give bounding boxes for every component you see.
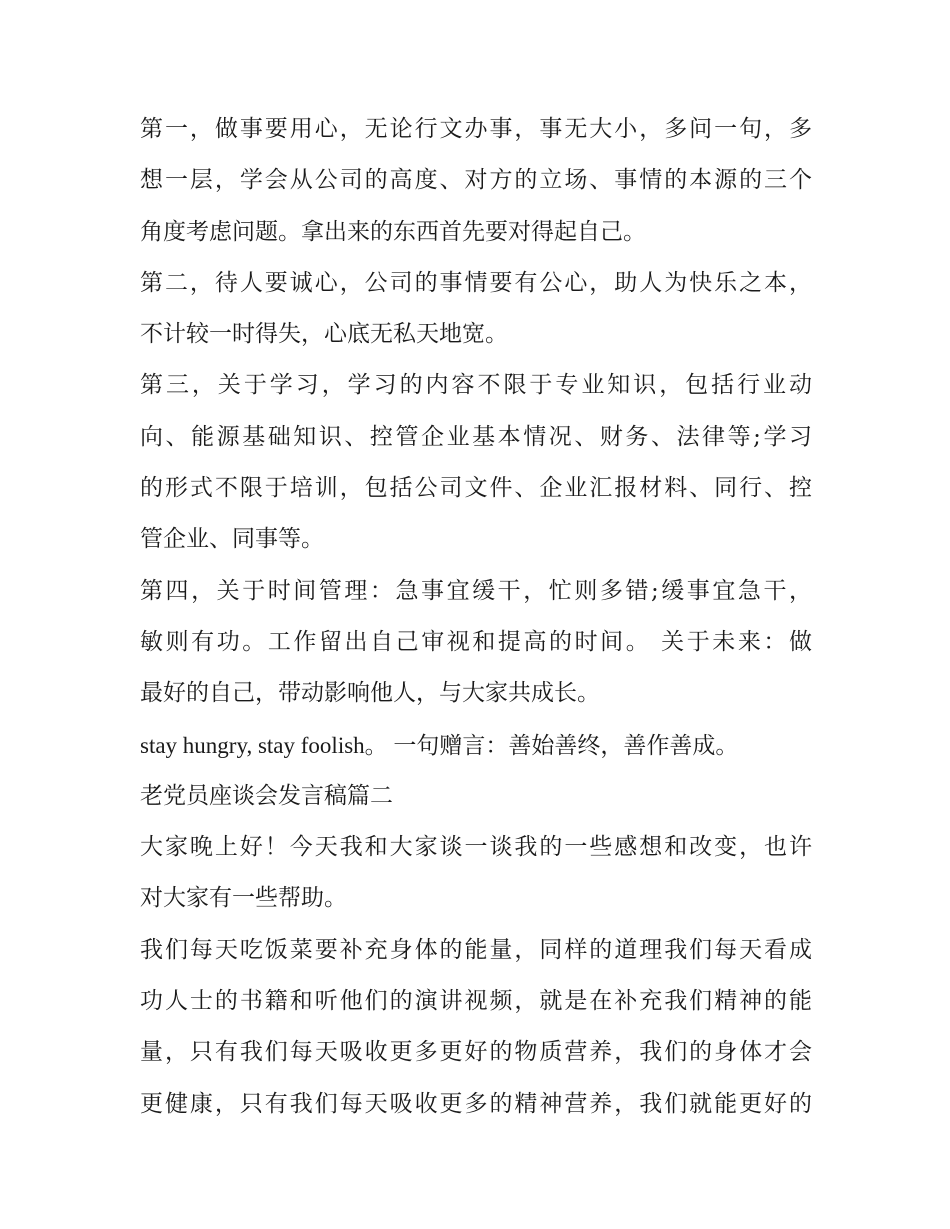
document-body bbox=[140, 104, 812, 1130]
text-line: 大家晚上好！今天我和大家谈一谈我的一些感想和改变，也许 bbox=[140, 834, 812, 861]
text-line: 我们每天吃饭菜要补充身体的能量，同样的道理我们每天看成 bbox=[140, 936, 812, 963]
text-line: 最好的自己，带动影响他人，与大家共成长。 bbox=[140, 680, 600, 707]
text-line: 想一层，学会从公司的高度、对方的立场、事情的本源的三个 bbox=[140, 167, 812, 194]
text-line: 更健康，只有我们每天吸收更多的精神营养，我们就能更好的 bbox=[140, 1090, 812, 1117]
text-line: 不计较一时得失，心底无私天地宽。 bbox=[140, 321, 508, 348]
text-line: 向、能源基础知识、控管企业基本情况、财务、法律等;学习 bbox=[140, 423, 812, 450]
text-line: 第四，关于时间管理：急事宜缓干，忙则多错;缓事宜急干， bbox=[140, 577, 812, 604]
text-line: 功人士的书籍和听他们的演讲视频，就是在补充我们精神的能 bbox=[140, 988, 812, 1015]
text-line: stay hungry, stay foolish。 一句赠言：善始善终，善作善成。 bbox=[140, 732, 739, 758]
text-line: 第三，关于学习，学习的内容不限于专业知识，包括行业动 bbox=[140, 372, 812, 399]
text-line: 管企业、同事等。 bbox=[140, 526, 324, 553]
text-line: 对大家有一些帮助。 bbox=[140, 885, 347, 912]
text-line: 角度考虑问题。拿出来的东西首先要对得起自己。 bbox=[140, 218, 646, 245]
text-line: 的形式不限于培训，包括公司文件、企业汇报材料、同行、控 bbox=[140, 475, 812, 502]
section-heading: 老党员座谈会发言稿篇二 bbox=[140, 782, 393, 809]
text-line: 敏则有功。工作留出自己审视和提高的时间。 关于未来：做 bbox=[140, 628, 812, 655]
text-line: 第二，待人要诚心，公司的事情要有公心，助人为快乐之本， bbox=[140, 269, 812, 296]
text-line: 量，只有我们每天吸收更多更好的物质营养，我们的身体才会 bbox=[140, 1039, 812, 1066]
text-line: 第一，做事要用心，无论行文办事，事无大小，多问一句，多 bbox=[140, 116, 812, 142]
